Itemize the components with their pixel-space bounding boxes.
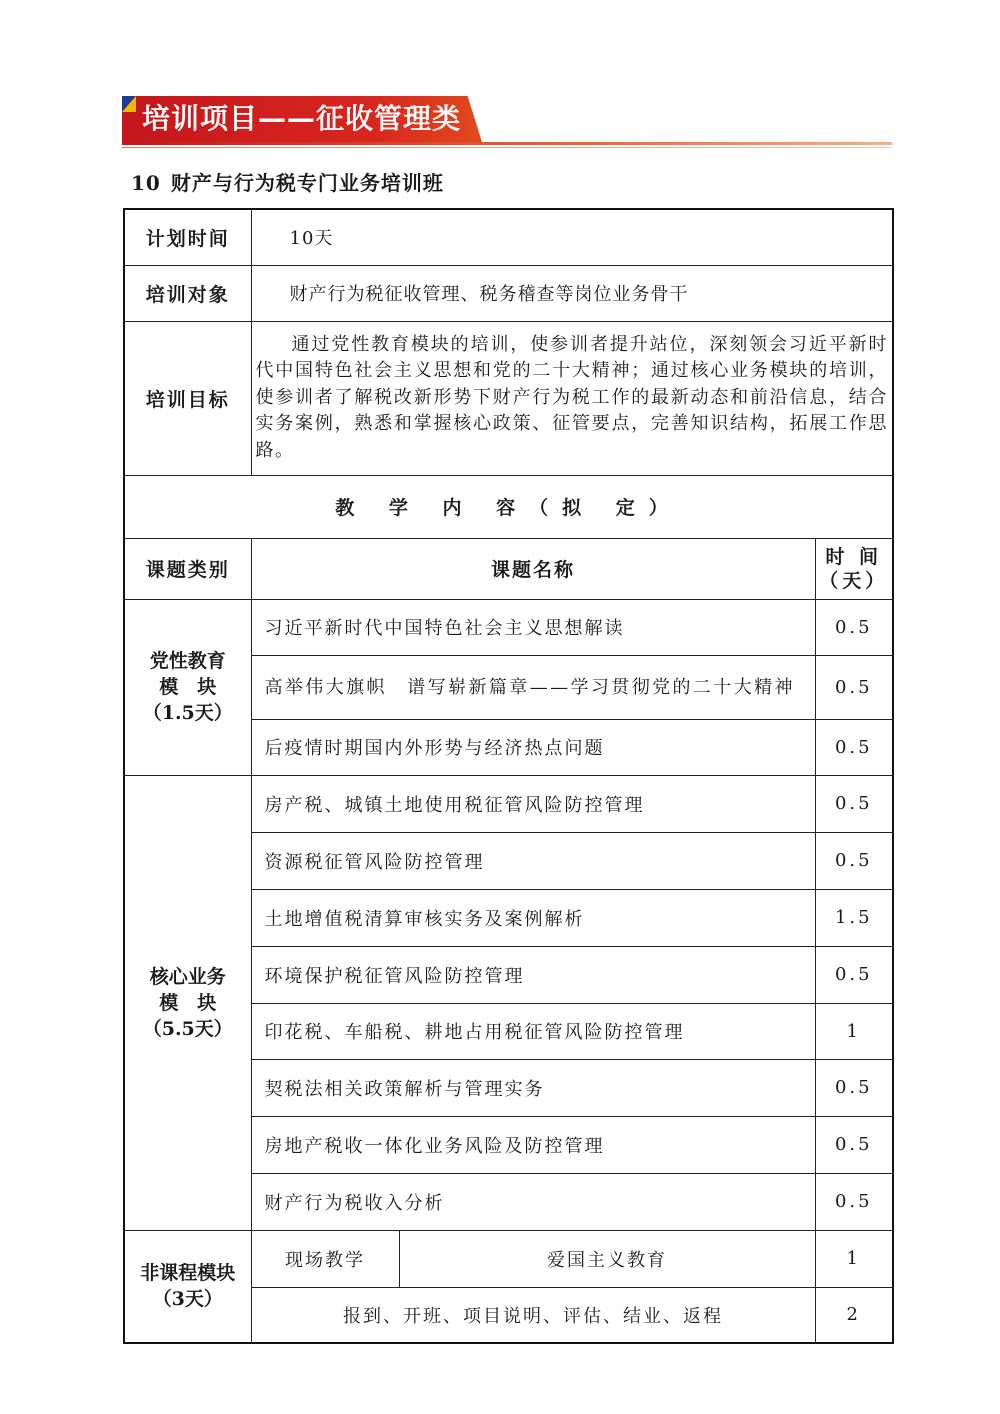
goal-cell	[251, 321, 893, 475]
topic-days: 0.5	[815, 946, 893, 1003]
topic-name: 报到、开班、项目说明、评估、结业、返程	[251, 1287, 815, 1343]
audience-value: 财产行为税征收管理、税务稽查等岗位业务骨干	[251, 265, 893, 321]
module-name-line: 非课程模块	[140, 1262, 236, 1285]
plan-time-value: 10天	[251, 209, 893, 265]
topic-days: 0.5	[815, 1116, 893, 1173]
topic-days: 0.5	[815, 719, 893, 775]
col-time-line2: （天）	[819, 569, 889, 592]
course-name: 财产与行为税专门业务培训班	[170, 171, 444, 195]
module-days: （3天）	[152, 1288, 223, 1311]
topic-days: 0.5	[815, 1059, 893, 1116]
topic-name: 资源税征管风险防控管理	[251, 832, 815, 889]
topic-days: 0.5	[815, 775, 893, 832]
module-core-business	[124, 775, 251, 1230]
topic-days: 0.5	[815, 599, 893, 655]
header-banner	[122, 96, 892, 152]
module-party-education	[124, 599, 251, 775]
section-head-row	[124, 475, 893, 538]
topic-name: 房产税、城镇土地使用税征管风险防控管理	[251, 775, 815, 832]
module-days: （1.5天）	[142, 702, 233, 724]
module-name-line: 模 块	[159, 676, 217, 698]
module-name-line: 党性教育	[149, 650, 226, 672]
audience-label: 培训对象	[124, 265, 251, 321]
topic-days: 0.5	[815, 1173, 893, 1230]
topic-name: 高举伟大旗帜 谱写崭新篇章——学习贯彻党的二十大精神	[251, 655, 815, 719]
section-title: 教 学 内 容（拟 定）	[124, 475, 893, 538]
course-title	[131, 168, 444, 198]
col-topic: 课题名称	[251, 538, 815, 599]
topic-name: 习近平新时代中国特色社会主义思想解读	[251, 599, 815, 655]
topic-days: 1	[815, 1003, 893, 1059]
topic-name: 契税法相关政策解析与管理实务	[251, 1059, 815, 1116]
table-row	[124, 599, 893, 655]
audience-row	[124, 265, 893, 321]
goal-value: 通过党性教育模块的培训，使参训者提升站位，深刻领会习近平新时代中国特色社会主义思想和党的二十大精神；通过核心业务模块的培训，使参训者了解税改新形势下财产行为税工作的最新动态和前沿信息，结合实务案例，熟悉和掌握核心政策、征管要点，完善知识结构，拓展工作思路。	[255, 333, 889, 461]
topic-name: 爱国主义教育	[399, 1230, 815, 1287]
goal-row	[124, 321, 893, 475]
topic-days: 1.5	[815, 889, 893, 946]
banner-title: 培训项目——征收管理类	[142, 102, 462, 135]
table-row	[124, 1230, 893, 1287]
activity-type: 现场教学	[251, 1230, 399, 1287]
topic-days: 1	[815, 1230, 893, 1287]
goal-label: 培训目标	[124, 321, 251, 475]
training-plan-table	[123, 208, 894, 1344]
topic-name: 环境保护税征管风险防控管理	[251, 946, 815, 1003]
banner-underline	[122, 142, 892, 145]
module-name-line: 模 块	[159, 991, 217, 1014]
topic-name: 后疫情时期国内外形势与经济热点问题	[251, 719, 815, 775]
col-time	[815, 538, 893, 599]
table-row	[124, 775, 893, 832]
column-head-row	[124, 538, 893, 599]
topic-days: 2	[815, 1287, 893, 1343]
col-category: 课题类别	[124, 538, 251, 599]
topic-name: 印花税、车船税、耕地占用税征管风险防控管理	[251, 1003, 815, 1059]
module-name-line: 核心业务	[149, 965, 226, 988]
topic-name: 房地产税收一体化业务风险及防控管理	[251, 1116, 815, 1173]
plan-time-label: 计划时间	[124, 209, 251, 265]
topic-name: 土地增值税清算审核实务及案例解析	[251, 889, 815, 946]
banner-underline-thin	[122, 147, 892, 148]
topic-days: 0.5	[815, 655, 893, 719]
module-days: （5.5天）	[142, 1017, 233, 1040]
topic-name: 财产行为税收入分析	[251, 1173, 815, 1230]
col-time-line1: 时 间	[825, 545, 883, 568]
course-number: 10	[131, 171, 161, 195]
plan-time-row	[124, 209, 893, 265]
module-non-course	[124, 1230, 251, 1343]
topic-days: 0.5	[815, 832, 893, 889]
